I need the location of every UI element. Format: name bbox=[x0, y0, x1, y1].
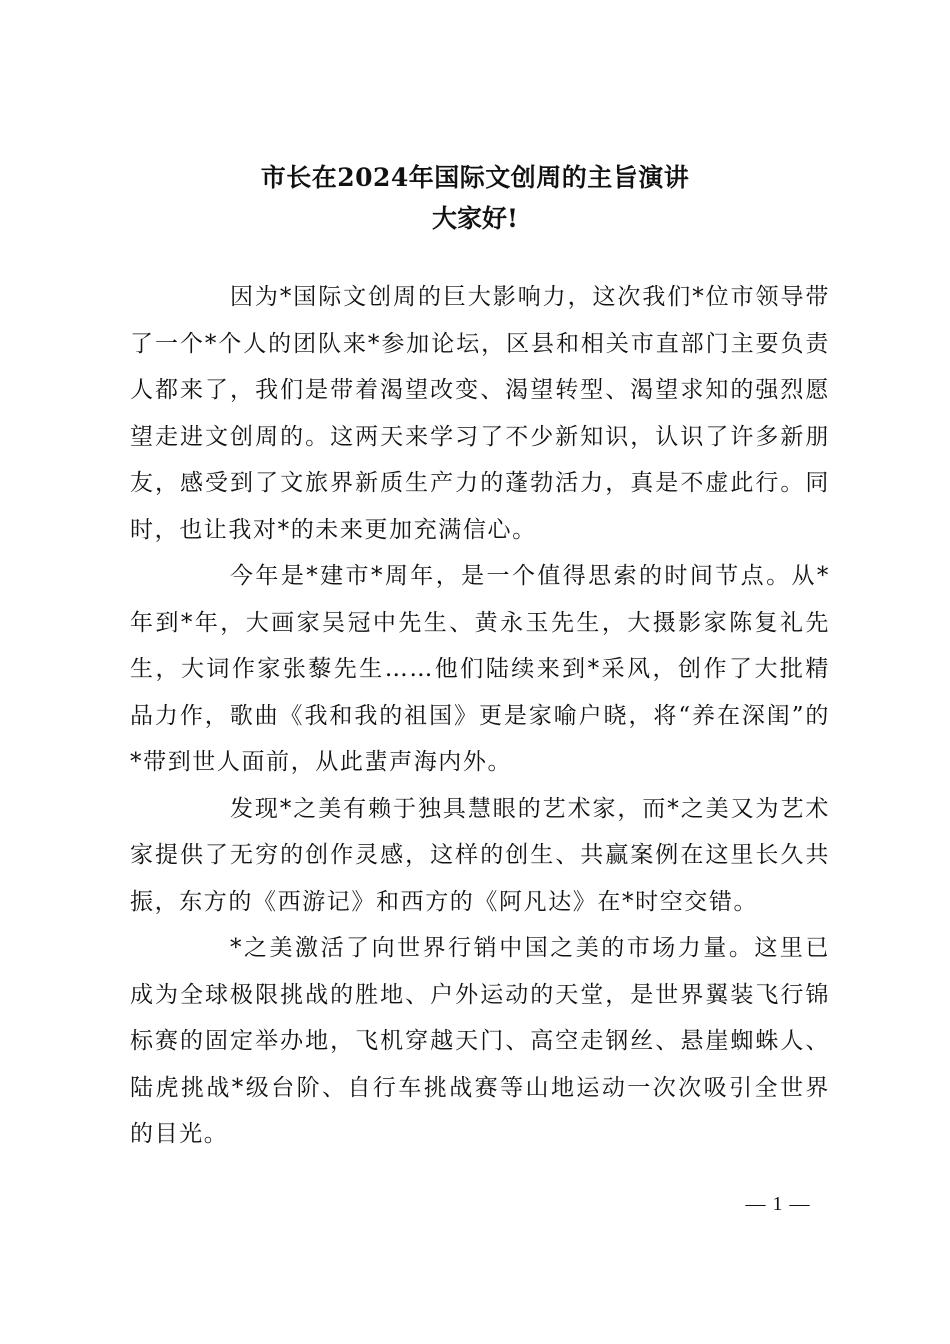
paragraph: 今年是*建市*周年，是一个值得思索的时间节点。从*年到*年，大画家吴冠中先生、黄永玉先生，大摄影家陈复礼先生，大词作家张藜先生……他们陆续来到*采风，创作了大批精品力作，歌曲《我和我的祖国》更是家喻户晓，将“养在深闺”的*带到世人面前，从此蜚声海内外。 bbox=[130, 563, 830, 775]
body-text bbox=[130, 274, 830, 1158]
page-number: — 1 — bbox=[745, 1193, 811, 1215]
paragraph: 发现*之美有赖于独具慧眼的艺术家，而*之美又为艺术家提供了无穷的创作灵感，这样的创生、共赢案例在这里长久共振，东方的《西游记》和西方的《阿凡达》在*时空交错。 bbox=[130, 795, 830, 915]
document-title: 市长在2024年国际文创周的主旨演讲 bbox=[260, 163, 690, 192]
greeting: 大家好! bbox=[432, 204, 518, 233]
paragraph: *之美激活了向世界行销中国之美的市场力量。这里已成为全球极限挑战的胜地、户外运动的天堂，是世界翼装飞行锦标赛的固定举办地，飞机穿越天门、高空走钢丝、悬崖蜘蛛人、陆虎挑战*级台阶、自行车挑战赛等山地运动一次次吸引全世界的目光。 bbox=[130, 935, 830, 1147]
paragraph: 因为*国际文创周的巨大影响力，这次我们*位市领导带了一个*个人的团队来*参加论坛，区县和相关市直部门主要负责人都来了，我们是带着渴望改变、渴望转型、渴望求知的强烈愿望走进文创周的。这两天来学习了不少新知识，认识了许多新朋友，感受到了文旅界新质生产力的蓬勃活力，真是不虚此行。同时，也让我对*的未来更加充满信心。 bbox=[130, 284, 830, 543]
